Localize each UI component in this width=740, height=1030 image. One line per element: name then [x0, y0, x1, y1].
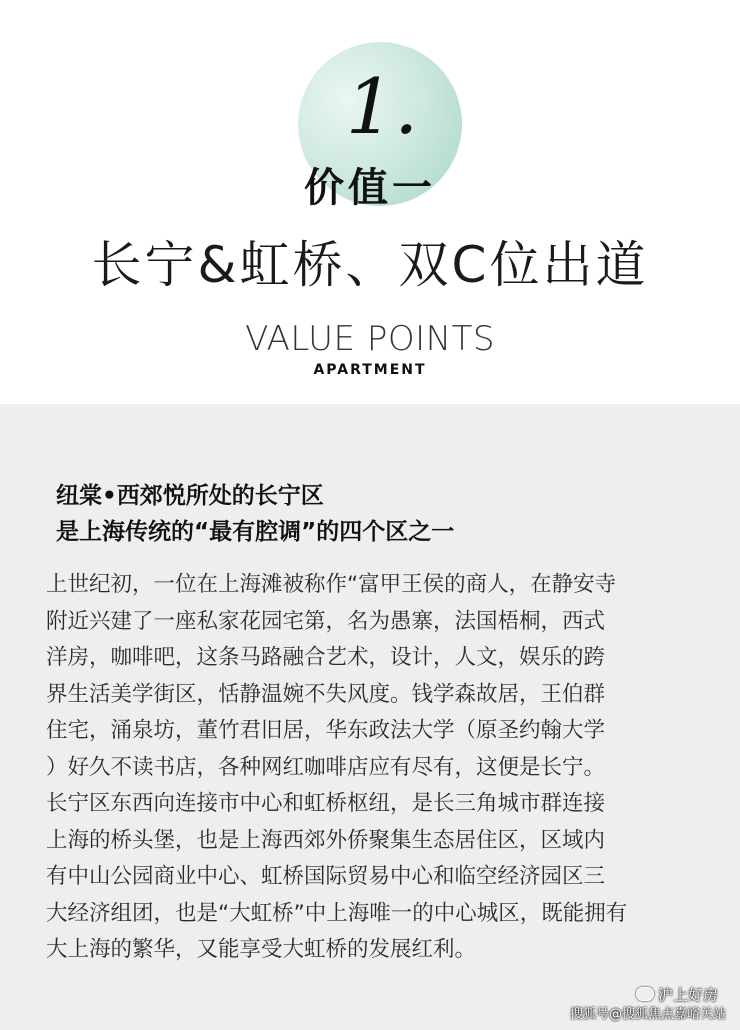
header-section	[0, 0, 740, 404]
body-line: 附近兴建了一座私家花园宅第，名为愚寨，法国梧桐，西式	[46, 608, 606, 634]
body-line: 界生活美学街区，恬静温婉不失风度。钱学森故居，王伯群	[46, 681, 606, 707]
wechat-icon	[636, 987, 654, 1001]
lead-line: 纽棠•西郊悦所处的长宁区	[56, 483, 324, 509]
body-line: ）好久不读书店，各种网红咖啡店应有尽有，这便是长宁。	[46, 754, 606, 780]
watermark-account	[636, 986, 718, 1004]
headline: 长宁&虹桥、双C位出道	[91, 236, 649, 294]
english-title: VALUE POINTS	[245, 319, 495, 359]
body-line: 大上海的繁华，又能享受大虹桥的发展红利。	[46, 937, 477, 962]
body-paragraph	[46, 567, 696, 969]
body-line: 住宅，涌泉坊，董竹君旧居，华东政法大学（原圣约翰大学	[46, 718, 606, 743]
english-subtitle: APARTMENT	[313, 362, 427, 378]
value-title: 价值一	[304, 165, 436, 211]
body-line: 上海的桥头堡，也是上海西郊外侨聚集生态居住区，区域内	[46, 827, 606, 853]
body-line: 洋房，咖啡吧，这条马路融合艺术，设计，人文，娱乐的跨	[46, 645, 606, 670]
body-line: 上世纪初，一位在上海滩被称作“富甲王侯的商人，在静安寺	[46, 572, 617, 597]
body-line: 大经济组团，也是“大虹桥”中上海唯一的中心城区，既能拥有	[46, 900, 628, 926]
watermark-account-label: 沪上好房	[657, 986, 718, 1004]
watermark-source: 搜狐号@搜狐焦点嘉峪关站	[569, 1007, 726, 1022]
body-line: 长宁区东西向连接市中心和虹桥枢纽，是长三角城市群连接	[46, 791, 606, 816]
body-line: 有中山公园商业中心、虹桥国际贸易中心和临空经济园区三	[46, 864, 606, 889]
lead-paragraph	[56, 478, 696, 550]
section-number: 1.	[345, 62, 419, 151]
lead-line: 是上海传统的“最有腔调”的四个区之一	[56, 519, 455, 545]
